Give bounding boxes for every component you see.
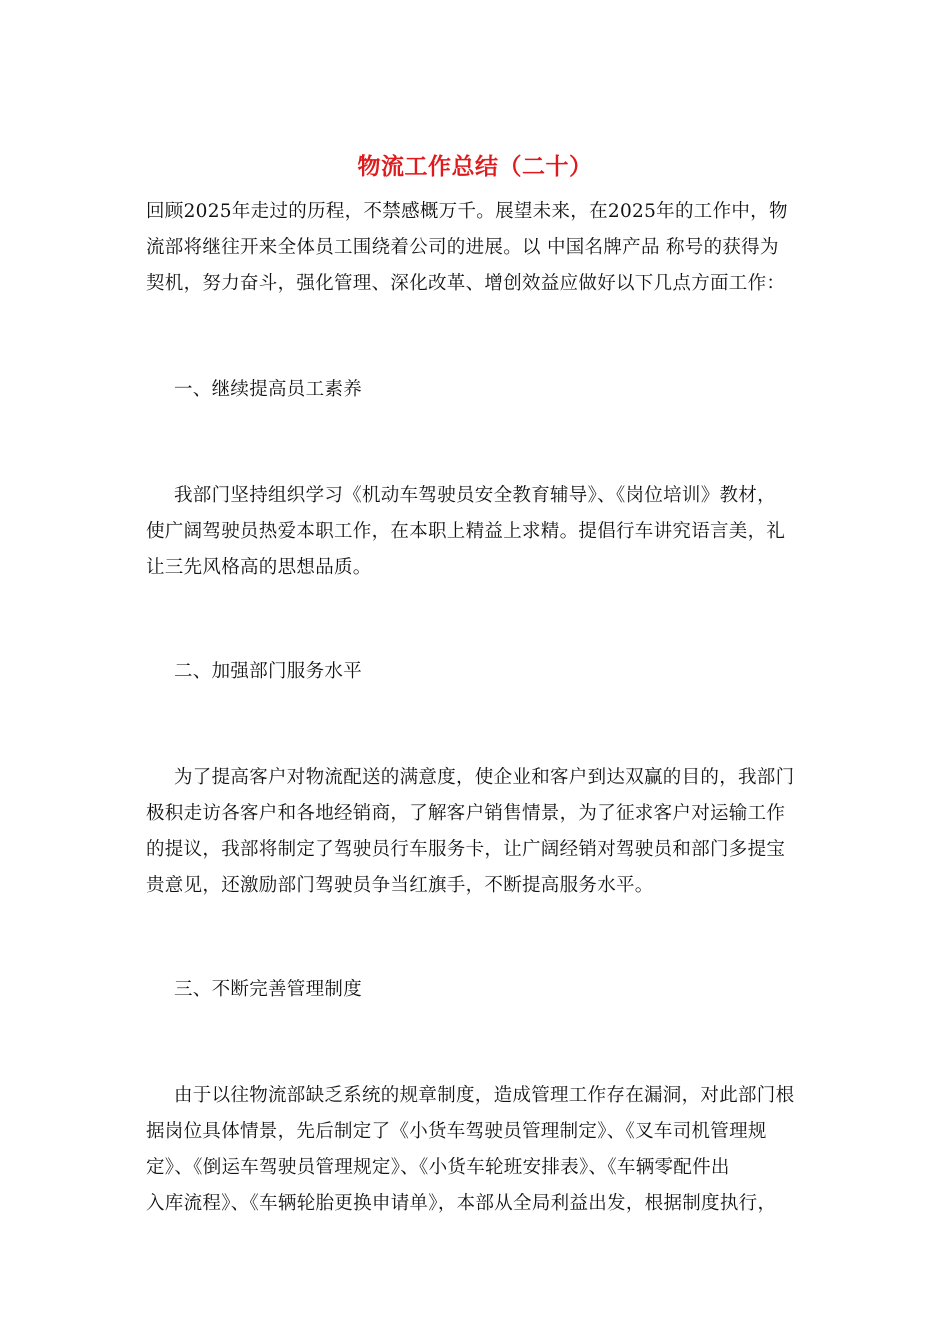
intro-line: 流部将继往开来全体员工围绕着公司的进展。以 中国名牌产品 称号的获得为 bbox=[146, 237, 779, 258]
paragraph-line: 贵意见，还激励部门驾驶员争当红旗手，不断提高服务水平。 bbox=[146, 875, 654, 896]
paragraph-line: 入库流程》、《车辆轮胎更换申请单》，本部从全局利益出发，根据制度执行， bbox=[146, 1193, 777, 1214]
section-heading: 三、不断完善管理制度 bbox=[174, 979, 363, 1000]
paragraph-line: 据岗位具体情景，先后制定了《小货车驾驶员管理制定》、《叉车司机管理规 bbox=[146, 1121, 767, 1142]
section-heading: 一、继续提高员工素养 bbox=[174, 379, 363, 400]
document-title: 物流工作总结（二十） bbox=[357, 153, 593, 180]
paragraph-line: 极积走访各客户和各地经销商，了解客户销售情景，为了征求客户对运输工作 bbox=[146, 803, 786, 824]
paragraph-line: 定》、《倒运车驾驶员管理规定》、《小货车轮班安排表》、《车辆零配件出 bbox=[146, 1157, 730, 1178]
paragraph-line: 我部门坚持组织学习《机动车驾驶员安全教育辅导》、《岗位培训》教材， bbox=[174, 485, 776, 506]
paragraph-line: 由于以往物流部缺乏系统的规章制度，造成管理工作存在漏洞，对此部门根 bbox=[174, 1085, 795, 1106]
section-heading: 二、加强部门服务水平 bbox=[174, 661, 363, 682]
paragraph-line: 让三先风格高的思想品质。 bbox=[146, 557, 372, 578]
paragraph-line: 为了提高客户对物流配送的满意度，使企业和客户到达双赢的目的，我部门 bbox=[174, 767, 795, 788]
paragraph-line: 的提议，我部将制定了驾驶员行车服务卡，让广阔经销对驾驶员和部门多提宝 bbox=[146, 839, 786, 860]
intro-line: 契机，努力奋斗，强化管理、深化改革、增创效益应做好以下几点方面工作： bbox=[146, 273, 786, 294]
intro-line: 回顾2025年走过的历程，不禁感概万千。展望未来，在2025年的工作中，物 bbox=[146, 201, 788, 222]
paragraph-line: 使广阔驾驶员热爱本职工作，在本职上精益上求精。提倡行车讲究语言美，礼 bbox=[146, 521, 786, 542]
